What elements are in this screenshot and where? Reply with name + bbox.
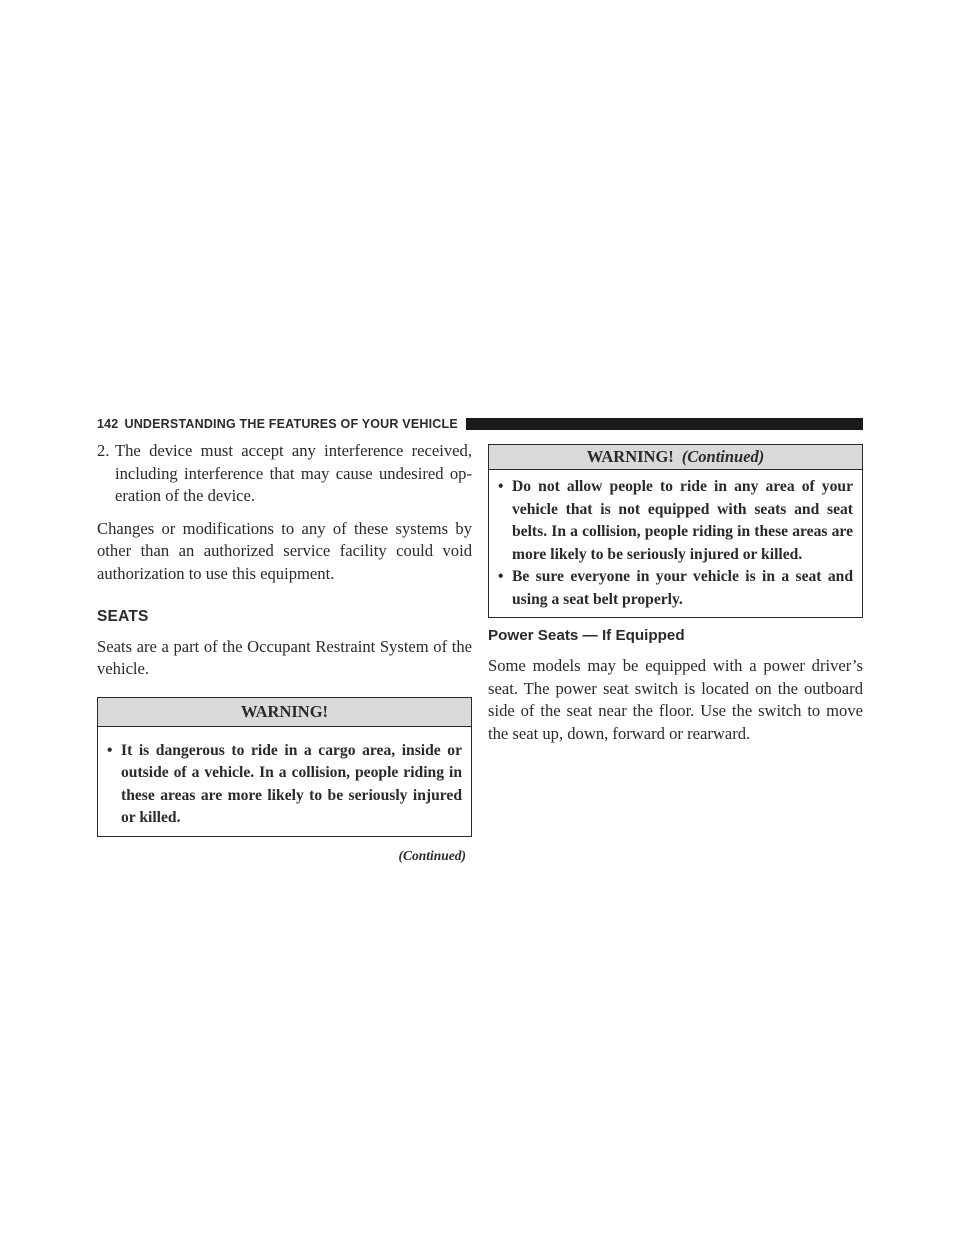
bullet-icon: • [498,568,504,585]
seats-heading: SEATS [97,607,149,625]
warning-box [97,697,472,837]
list-number: 2. [97,441,110,460]
warning-header [489,445,862,470]
list-text: The device must accept any interference received, including interference that may cause undesired op- eration of the device. [115,441,472,506]
modifications-paragraph: Changes or modifications to any of these systems by other than an authorized service facility could void authorization to use this equipment. [97,518,472,583]
warning-body [98,727,471,836]
list-item [97,440,472,508]
warning-bullet [498,566,853,611]
continued-note: (Continued) [398,847,466,863]
warning-bullet [107,740,462,830]
left-column [97,440,472,867]
page-number: 142 [97,417,119,431]
warning-bullet [498,476,853,566]
seats-paragraph: Seats are a part of the Occupant Restraint System of the vehicle. [97,636,472,679]
warning-body [489,470,862,617]
warning-title: WARNING! [240,701,329,721]
right-column [488,440,863,745]
warning-bullet-text: Be sure everyone in your vehicle is in a seat and using a seat belt properly. [512,568,853,608]
power-seats-heading: Power Seats — If Equipped [488,627,685,644]
page-header [97,417,863,431]
warning-box-continued [488,444,863,618]
warning-header [98,698,471,727]
warning-title: WARNING! [586,447,674,466]
bullet-icon: • [498,478,504,495]
bullet-icon: • [107,741,113,759]
warning-bullet-text: It is dangerous to ride in a cargo area, inside or outside of a vehicle. In a collision, people riding in these areas are more likely to be seriously injured or killed. [121,741,462,827]
chapter-title: UNDERSTANDING THE FEATURES OF YOUR VEHICLE [124,417,458,431]
warning-continued-label: (Continued) [681,447,765,466]
warning-bullet-text: Do not allow people to ride in any area of your vehicle that is not equipped with seats and seat belts. In a collision, people riding in these areas are more likely to be seriously injured or killed. [512,478,853,563]
power-seats-paragraph: Some models may be equipped with a power driver’s seat. The power seat switch is located on the outboard side of the seat near the floor. Use the switch to move the seat up, down, forward or rearward. [488,656,863,743]
header-rule [466,418,863,430]
